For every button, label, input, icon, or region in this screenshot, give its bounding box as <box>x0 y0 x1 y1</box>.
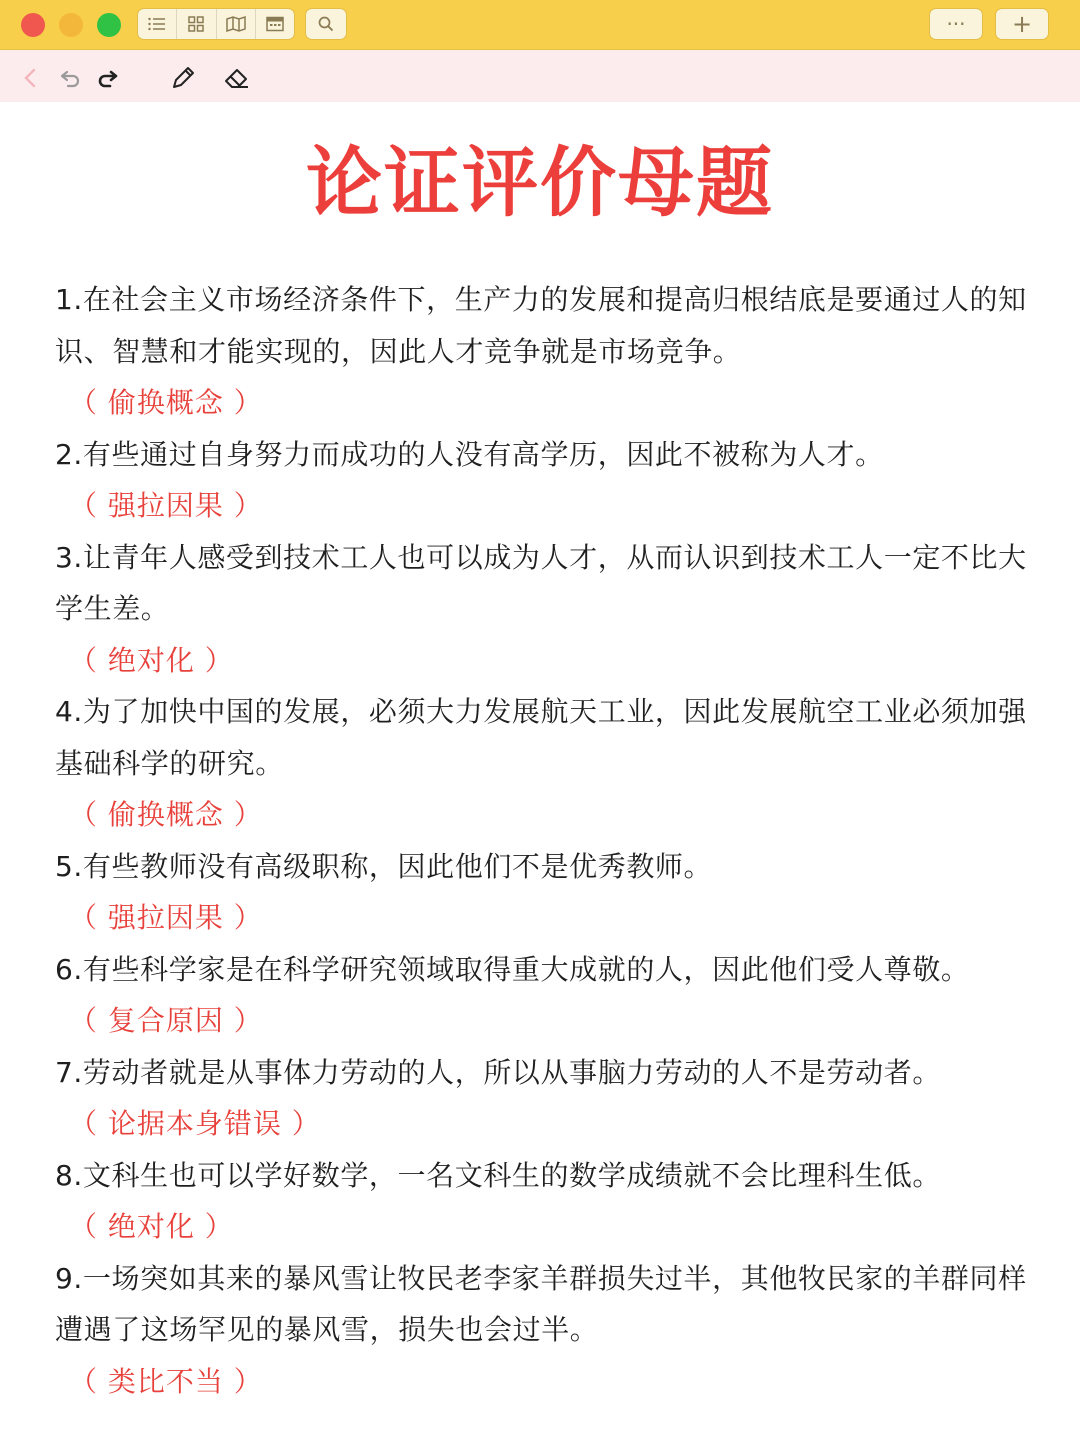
calendar-view-button[interactable] <box>256 9 294 39</box>
redo-icon <box>95 68 119 88</box>
list-item <box>55 429 1035 532</box>
question-list <box>55 274 1035 1407</box>
question-text: 9.一场突如其来的暴风雪让牧民老李家羊群损失过半，其他牧民家的羊群同样遭遇了这场罕见的暴风雪，损失也会过半。 <box>55 1261 1027 1346</box>
list-item <box>55 841 1035 944</box>
question-text: 4.为了加快中国的发展，必须大力发展航天工业，因此发展航空工业必须加强基础科学的研究。 <box>55 695 1027 780</box>
search-button[interactable] <box>306 9 346 39</box>
list-view-button[interactable] <box>138 9 177 39</box>
answer-label: （ 强拉因果 ） <box>69 489 263 522</box>
list-item <box>55 944 1035 1047</box>
list-item <box>55 1047 1035 1150</box>
answer-label: （ 绝对化 ） <box>69 1210 234 1243</box>
eraser-icon <box>223 65 251 91</box>
undo-icon <box>59 68 83 88</box>
eraser-tool-button[interactable] <box>222 62 252 94</box>
question-text: 2.有些通过自身努力而成功的人没有高学历，因此不被称为人才。 <box>55 437 884 471</box>
question-text: 6.有些科学家是在科学研究领域取得重大成就的人，因此他们受人尊敬。 <box>55 952 970 986</box>
list-item <box>55 274 1035 429</box>
question-text: 8.文科生也可以学好数学，一名文科生的数学成绩就不会比理科生低。 <box>55 1158 941 1192</box>
list-item <box>55 1253 1035 1408</box>
map-view-button[interactable] <box>217 9 256 39</box>
zoom-window-button[interactable] <box>97 13 121 37</box>
back-icon <box>23 68 37 88</box>
list-item <box>55 532 1035 687</box>
back-button[interactable] <box>18 62 42 94</box>
answer-label: （ 论据本身错误 ） <box>69 1107 321 1140</box>
question-text: 1.在社会主义市场经济条件下，生产力的发展和提高归根结底是要通过人的知识、智慧和才能实现的，因此人才竞争就是市场竞争。 <box>55 283 1027 368</box>
page-title: 论证评价母题 <box>306 138 774 227</box>
redo-button[interactable] <box>94 62 120 94</box>
map-icon <box>226 16 246 32</box>
grid-view-button[interactable] <box>177 9 216 39</box>
search-icon <box>318 16 334 32</box>
close-window-button[interactable] <box>21 13 45 37</box>
note-content[interactable] <box>0 102 1080 1440</box>
answer-label: （ 绝对化 ） <box>69 643 234 677</box>
question-text: 5.有些教师没有高级职称，因此他们不是优秀教师。 <box>55 849 713 883</box>
calendar-icon <box>266 16 284 32</box>
view-switcher <box>138 9 294 39</box>
more-button[interactable]: ··· <box>930 9 982 39</box>
list-item <box>55 686 1035 841</box>
question-text: 7.劳动者就是从事体力劳动的人，所以从事脑力劳动的人不是劳动者。 <box>55 1055 941 1089</box>
question-text: 3.让青年人感受到技术工人也可以成为人才，从而认识到技术工人一定不比大学生差。 <box>55 540 1027 625</box>
answer-label: （ 偷换概念 ） <box>69 798 263 831</box>
grid-icon <box>188 16 204 32</box>
minimize-window-button[interactable] <box>59 13 83 37</box>
answer-label: （ 复合原因 ） <box>69 1004 263 1037</box>
add-button[interactable]: + <box>996 9 1048 39</box>
list-icon <box>148 17 166 31</box>
pencil-icon <box>170 65 196 91</box>
answer-label: （ 偷换概念 ） <box>69 386 263 419</box>
answer-label: （ 类比不当 ） <box>69 1364 263 1398</box>
list-item <box>55 1150 1035 1253</box>
window-titlebar <box>0 0 1080 50</box>
editing-toolbar <box>0 50 1080 102</box>
pencil-tool-button[interactable] <box>168 62 198 94</box>
answer-label: （ 强拉因果 ） <box>69 901 263 934</box>
undo-button[interactable] <box>58 62 84 94</box>
